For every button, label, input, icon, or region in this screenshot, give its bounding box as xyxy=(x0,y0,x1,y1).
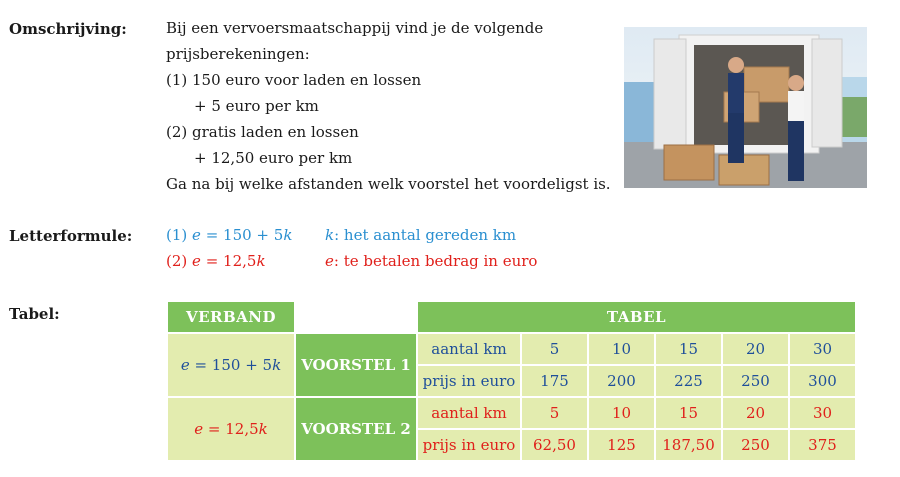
description-block xyxy=(166,15,611,197)
relation-2-expr: = 12,5 xyxy=(203,420,259,438)
table-cell: 200 xyxy=(589,366,654,396)
description-line: (2) gratis laden en lossen xyxy=(166,123,359,141)
label-omschrijving: Omschrijving: xyxy=(9,20,127,38)
label-letterformule: Letterformule: xyxy=(9,227,133,245)
relation-1-expr: = 150 + 5 xyxy=(189,356,273,374)
header-blank xyxy=(296,302,416,332)
label-tabel: Tabel: xyxy=(9,305,60,323)
relation-2-k: k xyxy=(258,420,268,438)
formula-2-number: (2) xyxy=(166,252,188,270)
relation-2-var: e xyxy=(194,420,204,438)
definition-text-e: : te betalen bedrag in euro xyxy=(333,252,538,270)
table-cell: 5 xyxy=(522,398,587,428)
table-cell: 20 xyxy=(723,398,788,428)
description-line: prijsberekeningen: xyxy=(166,45,310,63)
table-cell: 375 xyxy=(790,430,855,460)
formula-1-number: (1) xyxy=(166,226,188,244)
formula-2-k: k xyxy=(256,252,266,270)
header-verband: VERBAND xyxy=(168,302,294,332)
price-table xyxy=(166,300,857,462)
table-cell: 250 xyxy=(723,366,788,396)
description-line: Ga na bij welke afstanden welk voorstel het voordeligst is. xyxy=(166,175,611,193)
table-cell: 187,50 xyxy=(656,430,721,460)
definition-var-k: k xyxy=(325,226,335,244)
formula-2-var: e xyxy=(192,252,201,270)
moving-van-photo xyxy=(624,27,867,188)
row-label-price: prijs in euro xyxy=(418,366,520,396)
header-tabel: TABEL xyxy=(418,302,855,332)
table-cell: 10 xyxy=(589,398,654,428)
formula-2 xyxy=(166,248,266,274)
formula-1 xyxy=(166,222,292,248)
relation-formula-1 xyxy=(168,334,294,396)
relation-1-var: e xyxy=(180,356,190,374)
relation-formula-2 xyxy=(168,398,294,460)
table-cell: 15 xyxy=(656,334,721,364)
table-cell: 20 xyxy=(723,334,788,364)
voorstel-2: VOORSTEL 2 xyxy=(296,398,416,460)
row-label-km: aantal km xyxy=(418,334,520,364)
table-cell: 225 xyxy=(656,366,721,396)
row-label-km: aantal km xyxy=(418,398,520,428)
table-cell: 30 xyxy=(790,334,855,364)
table-cell: 15 xyxy=(656,398,721,428)
formula-1-expr: = 150 + 5 xyxy=(200,226,284,244)
row-label-price: prijs in euro xyxy=(418,430,520,460)
description-line: Bij een vervoersmaatschappij vind je de volgende xyxy=(166,19,544,37)
table-cell: 300 xyxy=(790,366,855,396)
table-cell: 175 xyxy=(522,366,587,396)
description-line: (1) 150 euro voor laden en lossen xyxy=(166,71,422,89)
description-line: + 5 euro per km xyxy=(194,97,319,115)
table-cell: 125 xyxy=(589,430,654,460)
table-cell: 250 xyxy=(723,430,788,460)
formula-1-definition xyxy=(325,222,516,248)
relation-1-k: k xyxy=(272,356,282,374)
description-line: + 12,50 euro per km xyxy=(194,149,353,167)
table-cell: 5 xyxy=(522,334,587,364)
table-cell: 62,50 xyxy=(522,430,587,460)
definition-var-e: e xyxy=(325,252,334,270)
formula-2-expr: = 12,5 xyxy=(200,252,257,270)
table-cell: 10 xyxy=(589,334,654,364)
definition-text-k: : het aantal gereden km xyxy=(334,226,517,244)
formula-1-var: e xyxy=(192,226,201,244)
table-cell: 30 xyxy=(790,398,855,428)
voorstel-1: VOORSTEL 1 xyxy=(296,334,416,396)
formula-2-definition xyxy=(325,248,537,274)
formula-1-k: k xyxy=(283,226,293,244)
